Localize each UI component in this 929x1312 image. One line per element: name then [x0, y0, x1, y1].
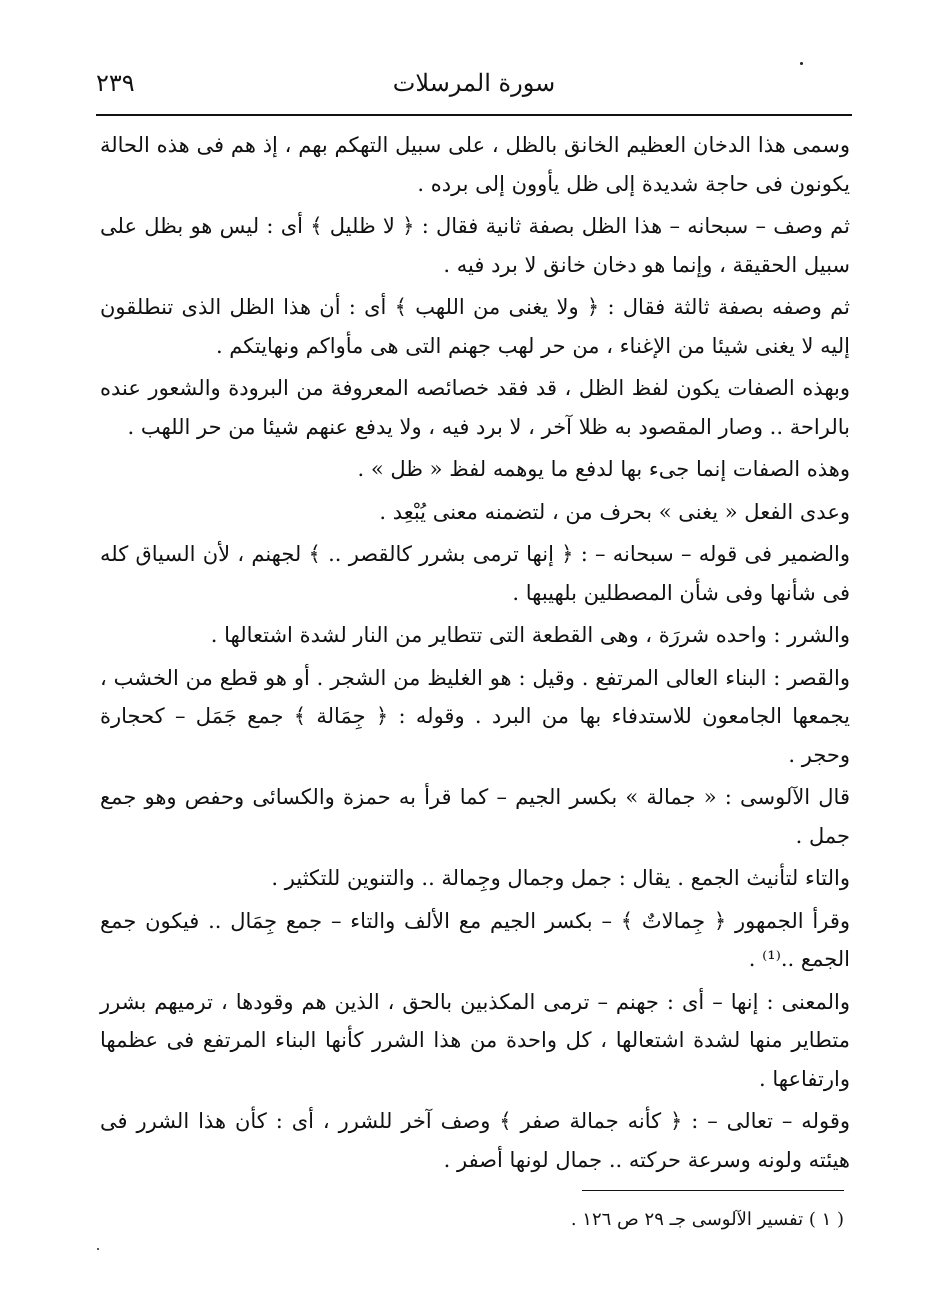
- paragraph: وعدى الفعل « يغنى » بحرف من ، لتضمنه معنى يُبْعِد .: [379, 499, 850, 524]
- page-number: ٢٣٩: [96, 69, 135, 97]
- paragraph: قال الآلوسى : « جمالة » بكسر الجيم – كما قرأ به حمزة والكسائى وحفص وهو جمع جمل .: [100, 785, 850, 848]
- print-speck: [97, 1248, 99, 1250]
- paragraph: والشرر : واحده شررَة ، وهى القطعة التى تتطاير من النار لشدة اشتعالها .: [210, 623, 850, 647]
- paragraph: وسمى هذا الدخان العظيم الخانق بالظل ، على سبيل التهكم بهم ، إذ هم فى هذه الحالة يكونون فى حاجة شديدة إلى ظل يأوون إلى برده .: [100, 133, 850, 196]
- print-speck: [800, 62, 803, 65]
- body-text: [100, 126, 850, 1183]
- paragraph: وبهذه الصفات يكون لفظ الظل ، قد فقد خصائصه المعروفة من البرودة والشعور عنده بالراحة .. وصار المقصود به ظلا آخر ، لا برد فيه ، ولا يدفع عنهم شيئا من حر اللهب .: [100, 376, 850, 439]
- footnote-divider: [582, 1190, 844, 1191]
- paragraph: وقرأ الجمهور ﴿ جِمالاتٌ ﴾ – بكسر الجيم مع الألف والتاء – جمع جِمَال .. فيكون جمع الجمع ..⁽¹⁾ .: [100, 908, 850, 971]
- paragraph: والضمير فى قوله – سبحانه – : ﴿ إنها ترمى بشرر كالقصر .. ﴾ لجهنم ، لأن السياق كله فى شأنها وفى شأن المصطلين بلهيبها .: [100, 542, 850, 605]
- paragraph: والتاء لتأنيث الجمع . يقال : جمل وجمال وجِمالة .. والتنوين للتكثير .: [271, 866, 850, 890]
- surah-title: سورة المرسلات: [392, 69, 556, 97]
- footnote: ( ١ ) تفسير الآلوسى جـ ٢٩ ص ١٢٦ .: [570, 1209, 844, 1230]
- page-header: [96, 68, 852, 114]
- paragraph: والقصر : البناء العالى المرتفع . وقيل : هو الغليظ من الشجر . أو هو قطع من الخشب ، يجمعها الجامعون للاستدفاء بها من البرد . وقوله : ﴿ جِمَالة ﴾ جمع جَمَل – كحجارة وحجر .: [100, 665, 850, 767]
- paragraph: ثم وصفه بصفة ثالثة فقال : ﴿ ولا يغنى من اللهب ﴾ أى : أن هذا الظل الذى تنطلقون إليه لا يغنى شيئا من الإغناء ، من حر لهب جهنم التى هى مأواكم ونهايتكم .: [100, 295, 850, 358]
- header-divider: [96, 114, 852, 116]
- paragraph: وقوله – تعالى – : ﴿ كأنه جمالة صفر ﴾ وصف آخر للشرر ، أى : كأن هذا الشرر فى هيئته ولونه وسرعة حركته .. جمال لونها أصفر .: [100, 1109, 850, 1172]
- paragraph: وهذه الصفات إنما جىء بها لدفع ما يوهمه لفظ « ظل » .: [357, 457, 850, 481]
- paragraph: والمعنى : إنها – أى : جهنم – ترمى المكذبين بالحق ، الذين هم وقودها ، ترميهم بشرر متطاير منها لشدة اشتعالها ، كل واحدة من هذا الشرر كأنها البناء المرتفع فى عظمها وارتفاعها .: [100, 989, 850, 1091]
- paragraph: ثم وصف – سبحانه – هذا الظل بصفة ثانية فقال : ﴿ لا ظليل ﴾ أى : ليس هو بظل على سبيل الحقيقة ، وإنما هو دخان خانق لا برد فيه .: [100, 214, 850, 277]
